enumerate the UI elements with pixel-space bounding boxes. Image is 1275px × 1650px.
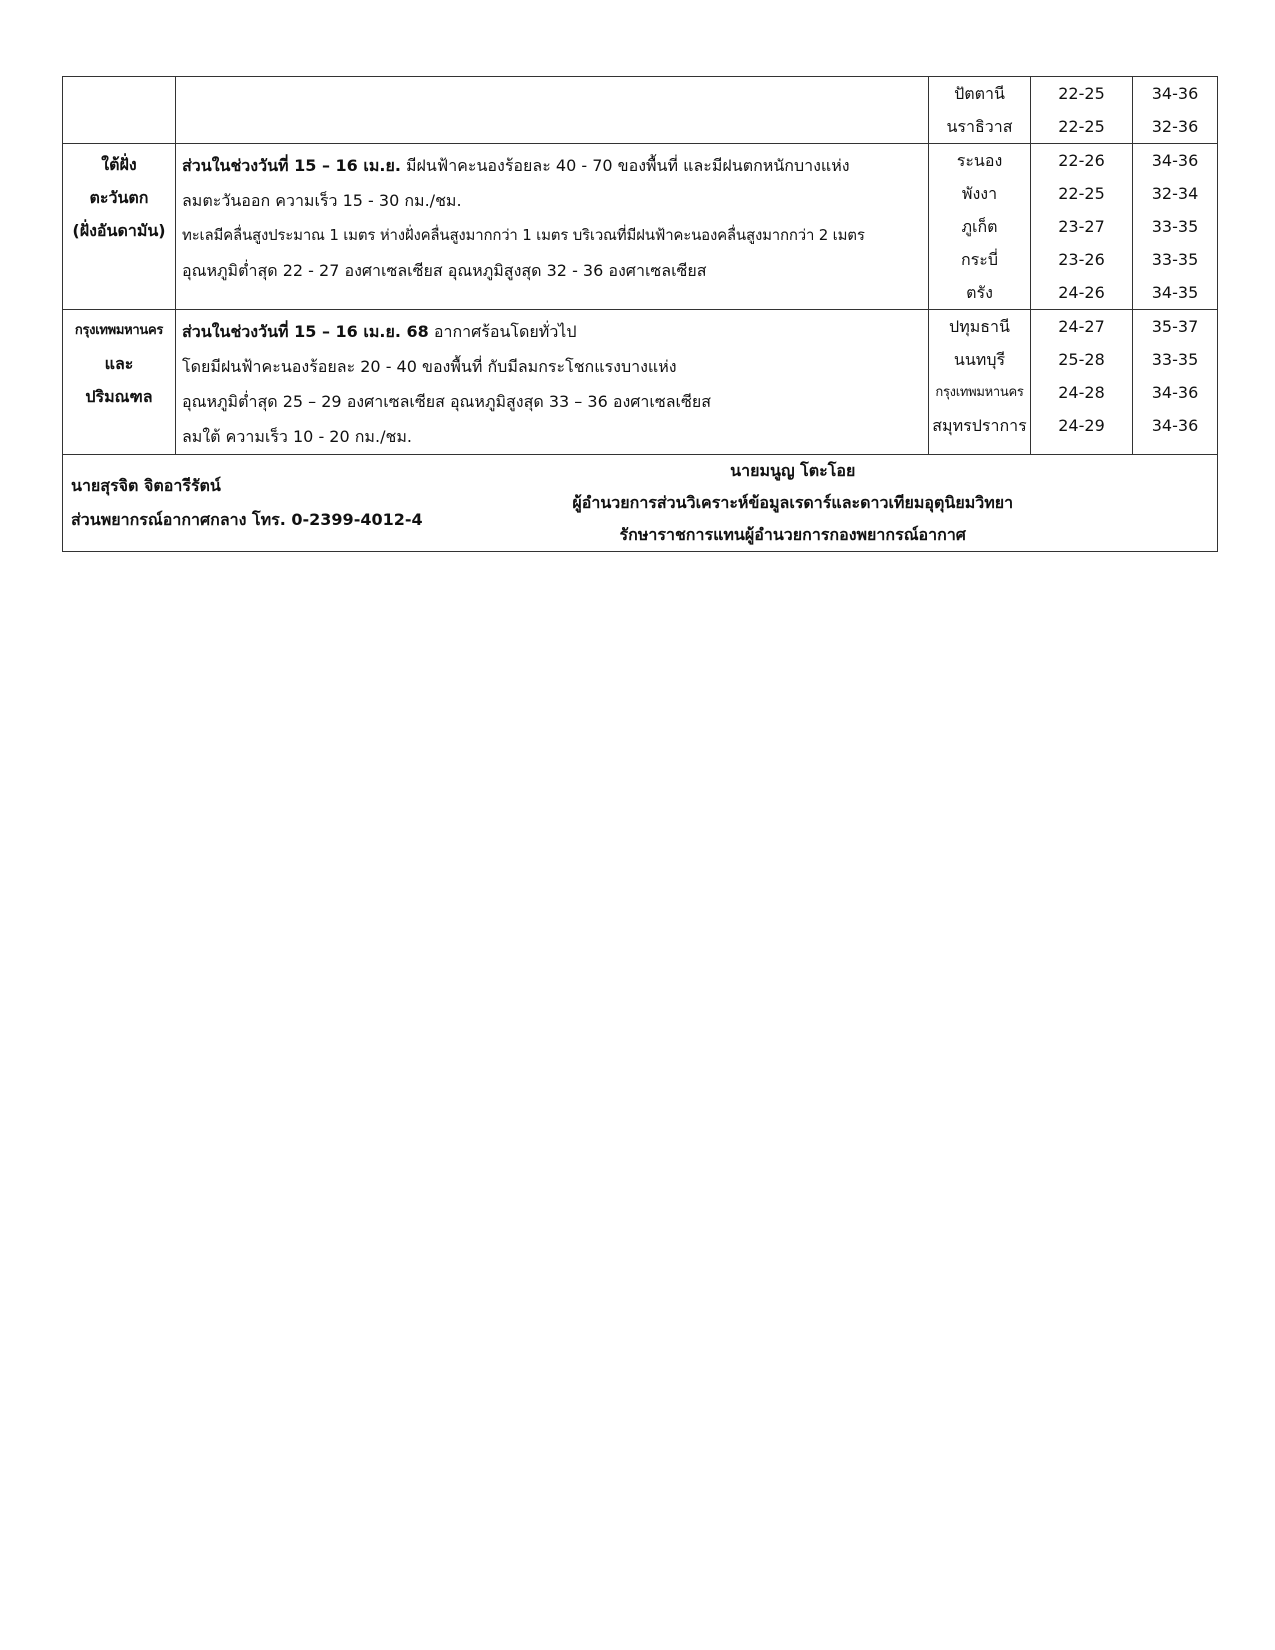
max-temp-value: 35-37	[1151, 317, 1199, 336]
max-temp-column	[1133, 77, 1218, 144]
description-line: ทะเลมีคลื่นสูงประมาณ 1 เมตร ห่างฝั่งคลื่นสูงมากกว่า 1 เมตร บริเวณที่มีฝนฟ้าคะนองคลื่นสูงมากกว่า 2 เมตร	[182, 226, 865, 244]
description-line: ลมใต้ ความเร็ว 10 - 20 กม./ชม.	[182, 427, 412, 446]
min-temp-value: 22-25	[1058, 84, 1105, 103]
province-name: นนทบุรี	[953, 350, 1006, 369]
description-line	[182, 314, 928, 349]
min-temp-value: 24-26	[1058, 283, 1105, 302]
max-temp-value: 34-36	[1151, 151, 1199, 170]
max-temp-column	[1133, 310, 1218, 455]
description-text: มีฝนฟ้าคะนองร้อยละ 40 - 70 ของพื้นที่ และมีฝนตกหนักบางแห่ง	[400, 156, 850, 175]
province-name: กระบี่	[960, 250, 999, 269]
max-temp-value: 34-36	[1151, 84, 1199, 103]
forecast-table	[62, 76, 1218, 552]
province-name: นราธิวาส	[946, 117, 1013, 136]
description-cell-empty	[176, 77, 929, 144]
min-temp-column	[1031, 77, 1133, 144]
min-temp-value: 23-26	[1058, 250, 1105, 269]
province-column	[929, 144, 1031, 310]
description-line: อุณหภูมิต่ำสุด 25 – 29 องศาเซลเซียส อุณหภูมิสูงสุด 33 – 36 องศาเซลเซียส	[182, 392, 711, 411]
director-signature	[572, 455, 1218, 552]
description-line: โดยมีฝนฟ้าคะนองร้อยละ 20 - 40 ของพื้นที่ กับมีลมกระโชกแรงบางแห่ง	[182, 357, 677, 376]
region-name-line: (ฝั่งอันดามัน)	[72, 221, 166, 240]
min-temp-value: 25-28	[1058, 350, 1105, 369]
director-acting-title: รักษาราชการแทนผู้อำนวยการกองพยากรณ์อากาศ	[619, 525, 966, 544]
max-temp-value: 32-34	[1151, 184, 1199, 203]
continuation-row	[63, 77, 1218, 144]
forecaster-contact: ส่วนพยากรณ์อากาศกลาง โทร. 0-2399-4012-4	[71, 510, 423, 529]
province-name: ระนอง	[956, 151, 1003, 170]
forecast-description	[176, 144, 929, 310]
description-line	[182, 148, 928, 183]
region-name-cell	[63, 144, 176, 310]
region-name-cell	[63, 310, 176, 455]
region-cell-empty	[63, 77, 176, 144]
min-temp-value: 22-25	[1058, 117, 1105, 136]
director-title: ผู้อำนวยการส่วนวิเคราะห์ข้อมูลเรดาร์และดาวเทียมอุตุนิยมวิทยา	[572, 493, 1014, 512]
province-column	[929, 310, 1031, 455]
min-temp-value: 23-27	[1058, 217, 1105, 236]
min-temp-value: 22-25	[1058, 184, 1105, 203]
min-temp-value: 24-28	[1058, 383, 1105, 402]
description-line: อุณหภูมิต่ำสุด 22 - 27 องศาเซลเซียส อุณหภูมิสูงสุด 32 - 36 องศาเซลเซียส	[182, 261, 707, 280]
max-temp-column	[1133, 144, 1218, 310]
province-name: ภูเก็ต	[961, 217, 998, 236]
province-name: ปทุมธานี	[949, 317, 1010, 336]
max-temp-value: 32-36	[1151, 117, 1199, 136]
region-name-line: และ	[104, 354, 134, 373]
max-temp-value: 33-35	[1151, 217, 1199, 236]
region-name-line: ใต้ฝั่ง	[101, 155, 137, 174]
region-row-bangkok	[63, 310, 1218, 455]
description-lead: ส่วนในช่วงวันที่ 15 – 16 เม.ย. 68	[182, 322, 429, 341]
max-temp-value: 34-36	[1151, 383, 1199, 402]
province-name: ตรัง	[966, 283, 993, 302]
province-name: สมุทรปราการ	[932, 416, 1027, 435]
min-temp-value: 24-29	[1058, 416, 1105, 435]
min-temp-column	[1031, 310, 1133, 455]
director-name: นายมนูญ โตะโอย	[730, 461, 856, 480]
region-name-line: ตะวันตก	[89, 188, 149, 207]
description-lead: ส่วนในช่วงวันที่ 15 – 16 เม.ย.	[182, 156, 401, 175]
region-name-line: ปริมณฑล	[85, 387, 153, 406]
min-temp-value: 24-27	[1058, 317, 1105, 336]
max-temp-value: 34-35	[1151, 283, 1199, 302]
max-temp-value: 34-36	[1151, 416, 1199, 435]
province-name: พังงา	[961, 184, 998, 203]
min-temp-value: 22-26	[1058, 151, 1105, 170]
max-temp-value: 33-35	[1151, 250, 1199, 269]
region-name-line: กรุงเทพมหานคร	[74, 323, 164, 338]
signature-row	[63, 455, 1218, 552]
province-name: กรุงเทพมหานคร	[935, 385, 1024, 400]
description-line: ลมตะวันออก ความเร็ว 15 - 30 กม./ชม.	[182, 191, 462, 210]
forecast-description	[176, 310, 929, 455]
forecaster-name: นายสุรจิต จิตอารีรัตน์	[71, 476, 221, 495]
province-name: ปัตตานี	[954, 84, 1005, 103]
province-column	[929, 77, 1031, 144]
region-row-andaman	[63, 144, 1218, 310]
min-temp-column	[1031, 144, 1133, 310]
max-temp-value: 33-35	[1151, 350, 1199, 369]
description-text: อากาศร้อนโดยทั่วไป	[428, 322, 577, 341]
